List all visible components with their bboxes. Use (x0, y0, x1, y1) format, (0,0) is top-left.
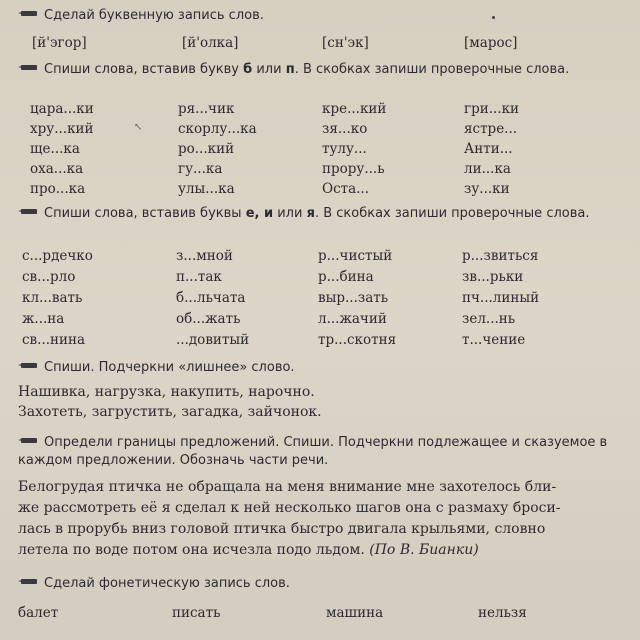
word: з...мной (176, 248, 233, 264)
pencil-icon (18, 361, 38, 370)
transcription-3: [сн'эк] (322, 35, 369, 51)
pencil-icon (18, 436, 38, 445)
task3-row (0, 331, 640, 349)
task2-row (0, 140, 640, 158)
word: б...льчата (176, 290, 246, 306)
transcription-row (0, 34, 640, 52)
word: пч...линый (462, 290, 540, 306)
word: хру...кий (30, 121, 94, 137)
transcription-4: [марос] (464, 35, 518, 51)
task3-instruction: Спиши слова, вставив буквы е, и или я. В скобках запиши проверочные слова. (18, 206, 626, 222)
word: ро...кий (178, 141, 235, 157)
word: выр...зать (318, 290, 389, 306)
word: р...звиться (462, 248, 539, 264)
word: про...ка (30, 181, 86, 197)
word: зу...ки (464, 181, 510, 197)
word: зя...ко (322, 121, 368, 137)
word: зел...нь (462, 311, 516, 327)
task6-word-row (0, 604, 640, 622)
phonetic-word-3: машина (326, 605, 384, 621)
speck (492, 16, 495, 19)
word: гу...ка (178, 161, 223, 177)
word: кре...кий (322, 101, 387, 117)
word: п...так (176, 269, 222, 285)
word: ря...чик (178, 101, 235, 117)
task1-instruction: Сделай буквенную запись слов. (18, 8, 626, 24)
word: цара...ки (30, 101, 94, 117)
task4-instruction: Спиши. Подчеркни «лишнее» слово. (18, 360, 626, 376)
pencil-icon (18, 577, 38, 586)
task4-line-2: Захотеть, загрустить, загадка, зайчонок. (18, 404, 322, 420)
transcription-2: [й'олка] (182, 35, 239, 51)
word: гри...ки (464, 101, 520, 117)
task3-row (0, 289, 640, 307)
word: р...чистый (318, 248, 393, 264)
task3-row (0, 268, 640, 286)
word: улы...ка (178, 181, 235, 197)
word: прору...ь (322, 161, 385, 177)
word: Анти... (464, 141, 513, 157)
task3-row (0, 310, 640, 328)
task2-instruction: Спиши слова, вставив букву б или п. В скобках запиши проверочные слова. (18, 62, 626, 78)
task2-row (0, 160, 640, 178)
word: ястре... (464, 121, 518, 137)
phonetic-word-4: нельзя (478, 605, 527, 621)
pencil-icon (18, 9, 38, 18)
word: тр...скотня (318, 332, 397, 348)
pen-mark: ↖ (134, 122, 143, 133)
word: р...бина (318, 269, 374, 285)
phonetic-word-2: писать (172, 605, 221, 621)
word: ще...ка (30, 141, 80, 157)
task3-row (0, 247, 640, 265)
word: св...нина (22, 332, 86, 348)
word: св...рло (22, 269, 76, 285)
task2-row (0, 120, 640, 138)
word: ли...ка (464, 161, 511, 177)
task5-instruction: Определи границы предложений. Спиши. Подчеркни подлежащее и сказуемое в каждом предложении. Обозначь части речи. (18, 435, 608, 468)
word: Оста... (322, 181, 370, 197)
task6-instruction: Сделай фонетическую запись слов. (18, 576, 626, 592)
task5-text-line-1: Белогрудая птичка не обращала на меня внимание мне захотелось бли- (18, 479, 557, 495)
word: т...чение (462, 332, 526, 348)
word: оха...ка (30, 161, 84, 177)
word: с...рдечко (22, 248, 93, 264)
phonetic-word-1: балет (18, 605, 59, 621)
pencil-icon (18, 207, 38, 216)
task5-text-line-3: лась в прорубь вниз головой птичка быстро двигала крыльями, словно (18, 521, 546, 537)
word: скорлу...ка (178, 121, 257, 137)
word: зв...рьки (462, 269, 524, 285)
word: л...жачий (318, 311, 387, 327)
task2-row (0, 100, 640, 118)
task5-text-line-4: летела по воде потом она исчезла подо льдом. (По В. Бианки) (18, 542, 479, 558)
text-source: (По В. Бианки) (369, 542, 479, 558)
word: кл...вать (22, 290, 83, 306)
pencil-icon (18, 63, 38, 72)
transcription-1: [й'эгор] (32, 35, 87, 51)
task2-row (0, 180, 640, 198)
word: ж...на (22, 311, 65, 327)
task5-text-line-2: же рассмотреть её я сделал к ней несколько шагов она с размаху броси- (18, 500, 561, 516)
word: ...довитый (176, 332, 250, 348)
word: об...жать (176, 311, 241, 327)
task4-line-1: Нашивка, нагрузка, накупить, нарочно. (18, 384, 315, 400)
word: тулу... (322, 141, 367, 157)
